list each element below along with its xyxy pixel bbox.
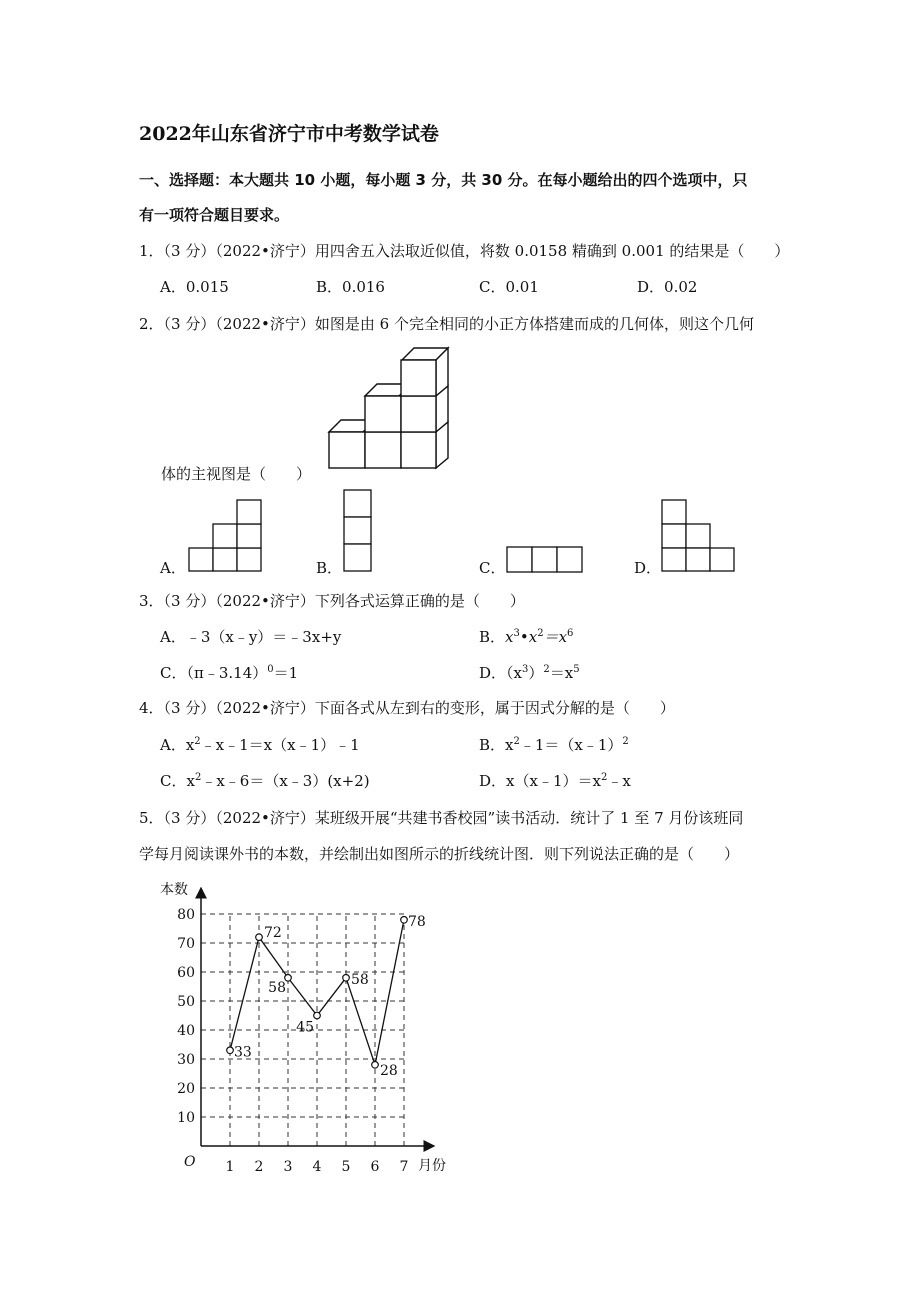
q4-option-a: A．$x^2﹣x﹣1=x(x﹣1)﹣1$ — [160, 736, 360, 754]
q4-option-b: B．$x^2﹣1=(x﹣1)^2$ — [479, 736, 629, 754]
q1-option-c: C．0.01 — [479, 278, 539, 296]
y-tick-label: 40 — [177, 1023, 195, 1039]
data-point — [256, 934, 263, 941]
data-label: 58 — [268, 979, 286, 996]
q2-option-a-label: A． — [160, 559, 186, 577]
q5-stem-line2: 学每月阅读课外书的本数，并绘制出如图所示的折线统计图．则下列说法正确的是（ ） — [139, 845, 740, 863]
data-point — [343, 975, 350, 982]
q1-option-b: B．0.016 — [316, 278, 385, 296]
q4-stem: 4．（3 分）（2022•济宁）下面各式从左到右的变形，属于因式分解的是（ ） — [139, 699, 675, 717]
section-heading-line2: 有一项符合题目要求。 — [139, 206, 290, 224]
q2-solid-figure — [326, 344, 456, 474]
data-label: 78 — [408, 913, 426, 930]
q3-option-b: B．$x^3•x^2=x^6$ — [479, 628, 574, 646]
data-label: 58 — [351, 971, 369, 988]
x-axis-label: 月份 — [418, 1158, 446, 1174]
data-label: 28 — [380, 1062, 398, 1079]
origin-label: O — [184, 1154, 196, 1170]
q2-option-d-figure — [661, 498, 737, 574]
x-tick-label: 7 — [399, 1159, 409, 1175]
y-tick-label: 10 — [177, 1110, 195, 1126]
data-label: 45 — [296, 1019, 314, 1036]
x-tick-label: 4 — [312, 1159, 322, 1175]
q2-stem-line1: 2．（3 分）（2022•济宁）如图是由 6 个完全相同的小正方体搭建而成的几何体，则这个几何 — [139, 315, 754, 333]
y-axis-label: 本数 — [160, 882, 188, 898]
q5-stem-line1: 5．（3 分）（2022•济宁）某班级开展“共建书香校园”读书活动．统计了 1 至 7 月份该班同 — [139, 809, 744, 827]
section-heading-line1: 一、选择题：本大题共 10 小题，每小题 3 分，共 30 分。在每小题给出的四个选项中，只 — [139, 171, 748, 189]
page-title: 2022年山东省济宁市中考数学试卷 — [139, 123, 439, 145]
data-point — [372, 1062, 379, 1069]
x-tick-label: 6 — [370, 1159, 380, 1175]
q2-option-d-label: D． — [634, 559, 662, 577]
q1-option-a: A．0.015 — [160, 278, 229, 296]
x-tick-label: 3 — [283, 1159, 293, 1175]
y-tick-label: 70 — [177, 936, 195, 952]
data-label: 72 — [264, 925, 282, 942]
data-point — [314, 1012, 321, 1019]
q2-option-c-figure — [506, 546, 584, 574]
q2-option-b-label: B． — [316, 559, 343, 577]
q2-option-a-figure — [188, 498, 264, 574]
q3-option-d: D．$(x^3)^2=x^5$ — [479, 664, 580, 682]
y-tick-label: 20 — [177, 1081, 195, 1097]
q1-option-d: D．0.02 — [637, 278, 698, 296]
x-tick-label: 1 — [225, 1159, 235, 1175]
q4-option-d: D．$x(x﹣1)=x^2﹣x$ — [479, 772, 631, 790]
q4-option-c: C．$x^2﹣x﹣6=(x﹣3)(x+2)$ — [160, 772, 370, 790]
y-tick-label: 30 — [177, 1052, 195, 1068]
data-point — [401, 917, 408, 924]
y-tick-label: 50 — [177, 994, 195, 1010]
q3-option-c: C．（π﹣3.14）$^0$＝1 — [160, 664, 299, 682]
data-point — [227, 1047, 234, 1054]
y-tick-label: 60 — [177, 965, 195, 981]
q3-stem: 3．（3 分）（2022•济宁）下列各式运算正确的是（ ） — [139, 592, 525, 610]
q5-line-chart — [150, 875, 470, 1180]
x-tick-label: 5 — [341, 1159, 351, 1175]
data-label: 33 — [234, 1044, 252, 1061]
q2-stem-line2: 体的主视图是（ ） — [161, 465, 312, 483]
q3-option-a: A．﹣3（x﹣y）＝﹣3x+y — [160, 628, 342, 646]
q2-option-c-label: C． — [479, 559, 506, 577]
y-tick-label: 80 — [177, 907, 195, 923]
x-tick-label: 2 — [254, 1159, 264, 1175]
q2-option-b-figure — [343, 489, 373, 573]
q1-stem: 1．（3 分）（2022•济宁）用四舍五入法取近似值，将数 0.0158 精确到 0.001 的结果是（ ） — [139, 242, 790, 260]
